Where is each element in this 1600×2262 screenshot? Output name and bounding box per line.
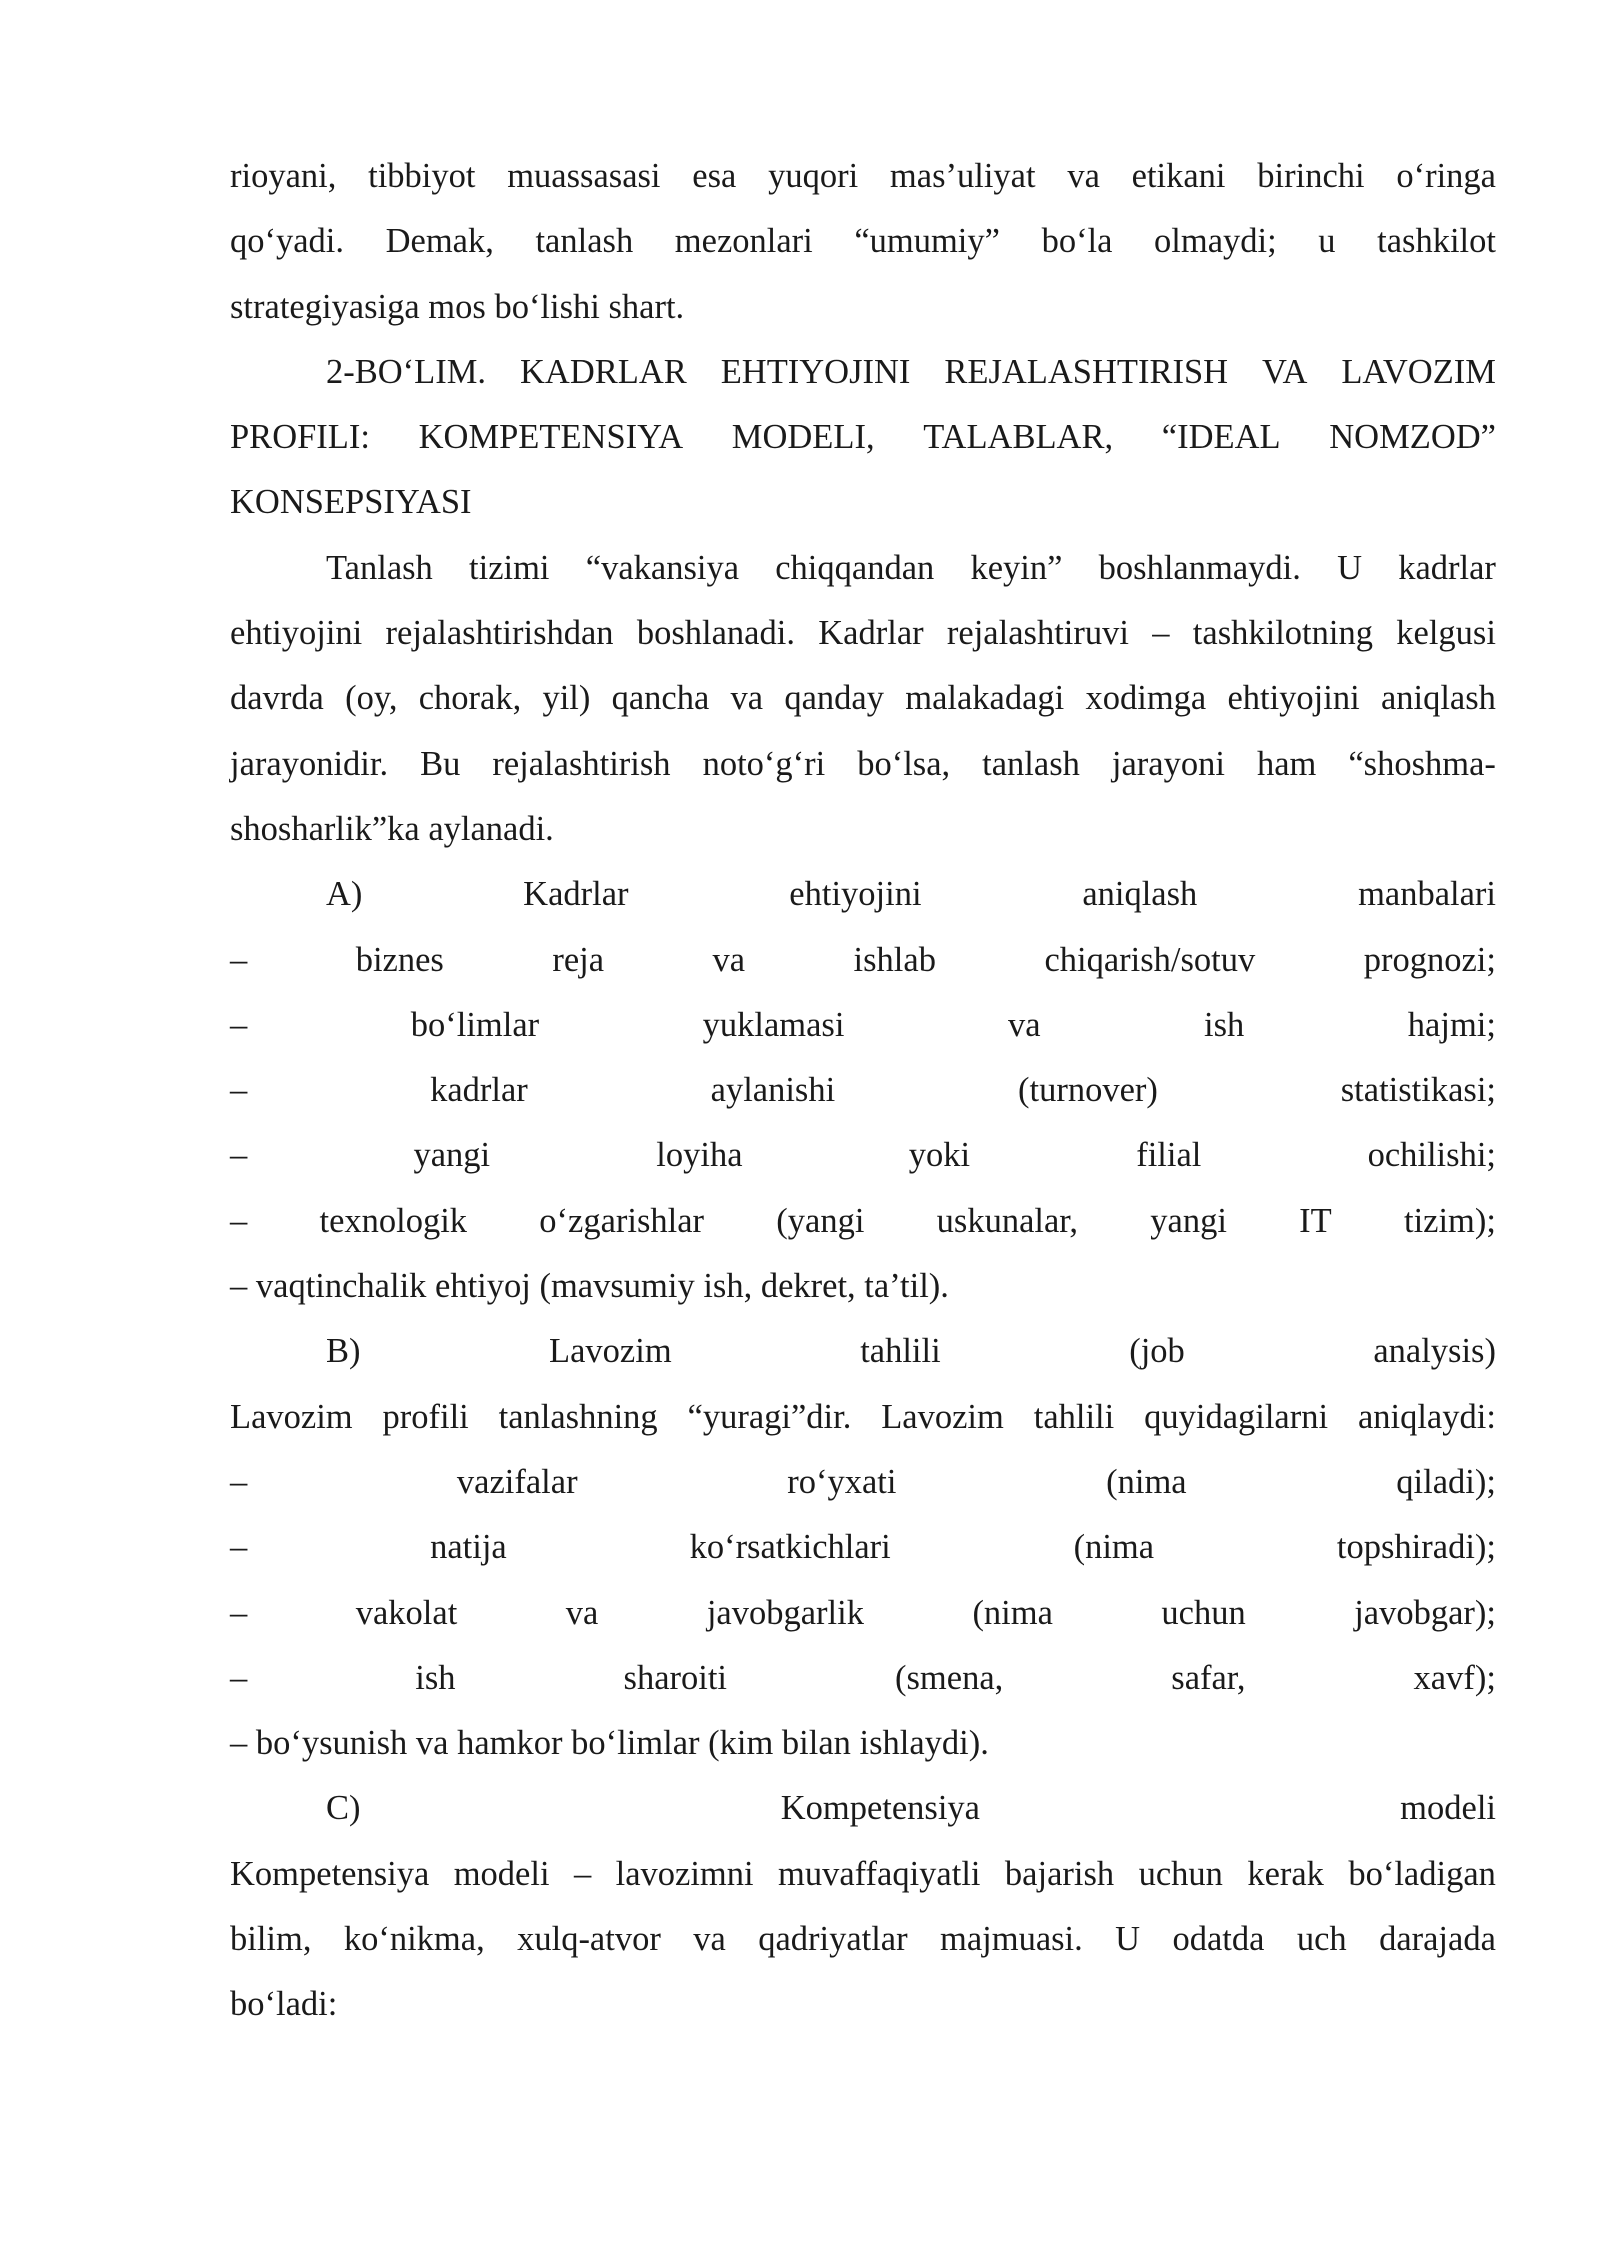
word: Lavozim	[881, 1397, 1004, 1436]
word: birinchi	[1257, 157, 1365, 195]
word: Demak,	[385, 222, 494, 261]
word: “IDEAL	[1161, 418, 1281, 457]
word: tashkilot	[1377, 222, 1496, 261]
paragraph-line	[230, 1066, 1496, 1131]
word: yil)	[542, 679, 591, 718]
word: tanlash	[535, 222, 634, 261]
word: –	[230, 1658, 248, 1697]
word: qo‘yadi.	[230, 222, 345, 261]
word: kerak	[1247, 1854, 1324, 1893]
word: –	[573, 1854, 592, 1893]
word: muassasasi	[507, 157, 661, 195]
word: hajmi;	[1407, 1005, 1496, 1044]
word: modeli	[1400, 1789, 1496, 1828]
word: TALABLAR,	[923, 418, 1114, 457]
paragraph-line	[230, 217, 1496, 282]
paragraph-line	[230, 1197, 1496, 1262]
paragraph-line	[230, 1915, 1496, 1980]
word: PROFILI:	[230, 418, 370, 457]
word: tanlashning	[498, 1397, 658, 1436]
word: yoki	[908, 1136, 971, 1175]
word: tahlili	[860, 1332, 941, 1371]
word: bajarish	[1004, 1854, 1115, 1893]
word: –	[230, 1528, 248, 1567]
word: Kompetensiya	[230, 1854, 430, 1893]
word: muvaffaqiyatli	[778, 1854, 981, 1893]
document-body	[230, 152, 1496, 2046]
word: qiladi);	[1396, 1462, 1496, 1501]
word: yuklamasi	[702, 1005, 845, 1044]
word: xavf);	[1413, 1658, 1496, 1697]
word: odatda	[1172, 1920, 1265, 1959]
word: ehtiyojini	[789, 875, 922, 914]
word: U	[1337, 548, 1362, 587]
paragraph-line-indented	[230, 544, 1496, 609]
line-text: shosharlik”ka aylanadi.	[230, 809, 554, 848]
paragraph-line	[230, 1393, 1496, 1458]
line-text: – bo‘ysunish va hamkor bo‘limlar (kim bilan ishlaydi).	[230, 1724, 989, 1763]
word: ish	[1204, 1005, 1245, 1044]
paragraph-line	[230, 478, 1496, 543]
word: yangi	[1150, 1201, 1227, 1240]
word: (nima	[1106, 1462, 1187, 1501]
word: IT	[1299, 1201, 1332, 1240]
word: rejalashtirishdan	[385, 614, 614, 653]
word: analysis)	[1373, 1332, 1496, 1371]
word: (yangi	[776, 1201, 865, 1240]
paragraph-line	[230, 1850, 1496, 1915]
word: EHTIYOJINI	[720, 352, 911, 391]
word: sharoiti	[623, 1658, 727, 1697]
word: NOMZOD”	[1329, 418, 1496, 457]
word: –	[230, 1005, 248, 1044]
word: ish	[415, 1658, 456, 1697]
word: javobgar);	[1354, 1593, 1496, 1632]
word: biznes	[355, 940, 444, 979]
word: bo‘limlar	[410, 1005, 540, 1044]
word: olmaydi;	[1154, 222, 1277, 261]
paragraph-line	[230, 1654, 1496, 1719]
word: chiqqandan	[775, 548, 935, 587]
word: quyidagilarni	[1144, 1397, 1329, 1436]
word: rejalashtirish	[492, 744, 671, 783]
word: safar,	[1171, 1658, 1246, 1697]
word: B)	[326, 1332, 361, 1371]
word: ko‘nikma,	[343, 1920, 485, 1959]
word: (oy,	[345, 679, 398, 718]
word: va	[1007, 1005, 1041, 1044]
paragraph-line	[230, 1458, 1496, 1523]
paragraph-line	[230, 1262, 1496, 1327]
word: topshiradi);	[1336, 1528, 1496, 1567]
paragraph-line	[230, 1523, 1496, 1588]
word: Lavozim	[230, 1397, 353, 1436]
word: VA	[1262, 352, 1308, 391]
word: “shoshma-	[1348, 744, 1496, 783]
word: tizim);	[1403, 1201, 1496, 1240]
word: C)	[326, 1789, 361, 1828]
word: jarayoni	[1111, 744, 1225, 783]
word: aniqlash	[1380, 679, 1496, 718]
word: o‘zgarishlar	[539, 1201, 705, 1240]
word: natija	[430, 1528, 507, 1567]
word: javobgarlik	[706, 1593, 864, 1632]
word: ko‘rsatkichlari	[689, 1528, 891, 1567]
word: Kadrlar	[523, 875, 629, 914]
word: mas’uliyat	[889, 157, 1036, 195]
word: “umumiy”	[854, 222, 1000, 261]
word: loyiha	[656, 1136, 743, 1175]
word: rioyani,	[230, 157, 337, 195]
word: bo‘ladigan	[1348, 1854, 1496, 1893]
word: KOMPETENSIYA	[418, 418, 684, 457]
paragraph-line	[230, 609, 1496, 674]
word: tanlash	[982, 744, 1080, 783]
word: tizimi	[469, 548, 550, 587]
word: majmuasi.	[940, 1920, 1083, 1959]
word: va	[693, 1920, 726, 1959]
word: –	[230, 1593, 248, 1632]
word: filial	[1136, 1136, 1202, 1175]
word: ehtiyojini	[1227, 679, 1360, 718]
word: ro‘yxati	[787, 1462, 897, 1501]
word: va	[1067, 157, 1100, 195]
paragraph-line-indented	[230, 348, 1496, 413]
paragraph-line	[230, 740, 1496, 805]
word: U	[1115, 1920, 1141, 1959]
word: kadrlar	[1398, 548, 1496, 587]
line-text: bo‘ladi:	[230, 1985, 338, 2024]
paragraph-line	[230, 1980, 1496, 2045]
word: ishlab	[853, 940, 936, 979]
word: (smena,	[895, 1658, 1004, 1697]
paragraph-line	[230, 1719, 1496, 1784]
word: –	[230, 940, 248, 979]
word: mezonlari	[674, 222, 813, 261]
word: davrda	[230, 679, 324, 718]
paragraph-line	[230, 413, 1496, 478]
word: –	[230, 1071, 248, 1110]
paragraph-line-indented	[230, 1784, 1496, 1849]
word: xodimga	[1085, 679, 1207, 718]
word: boshlanadi.	[636, 614, 795, 653]
word: (job	[1129, 1332, 1185, 1371]
word: reja	[552, 940, 605, 979]
word: uchun	[1161, 1593, 1246, 1632]
paragraph-line	[230, 1589, 1496, 1654]
word: “yuragi”dir.	[687, 1397, 852, 1436]
word: esa	[692, 157, 737, 195]
word: Kompetensiya	[780, 1789, 980, 1828]
word: statistikasi;	[1340, 1071, 1496, 1110]
word: Tanlash	[326, 548, 433, 587]
word: qancha	[611, 679, 710, 718]
word: chorak,	[418, 679, 522, 718]
word: uch	[1296, 1920, 1347, 1959]
word: uchun	[1138, 1854, 1223, 1893]
word: Kadrlar	[818, 614, 924, 653]
word: malakadagi	[905, 679, 1065, 718]
word: modeli	[453, 1854, 550, 1893]
line-text: strategiyasiga mos bo‘lishi shart.	[230, 287, 685, 326]
word: Lavozim	[549, 1332, 672, 1371]
paragraph-line	[230, 674, 1496, 739]
word: REJALASHTIRISH	[944, 352, 1229, 391]
word: keyin”	[970, 548, 1063, 587]
word: bilim,	[230, 1920, 312, 1959]
word: LAVOZIM	[1341, 352, 1496, 391]
word: tahlili	[1033, 1397, 1115, 1436]
word: tibbiyot	[368, 157, 476, 195]
paragraph-line	[230, 936, 1496, 1001]
word: jarayonidir.	[230, 744, 389, 783]
word: 2-BO‘LIM.	[326, 352, 487, 391]
word: profili	[382, 1397, 469, 1436]
word: Bu	[420, 744, 461, 783]
word: A)	[326, 875, 363, 914]
line-text: – vaqtinchalik ehtiyoj (mavsumiy ish, dekret, ta’til).	[230, 1267, 949, 1306]
word: chiqarish/sotuv	[1044, 940, 1256, 979]
word: KADRLAR	[519, 352, 687, 391]
word: u	[1318, 222, 1336, 261]
word: aylanishi	[710, 1071, 836, 1110]
paragraph-line	[230, 1001, 1496, 1066]
word: manbalari	[1358, 875, 1496, 914]
paragraph-line	[230, 805, 1496, 870]
word: tashkilotning	[1192, 614, 1373, 653]
word: etikani	[1131, 157, 1226, 195]
word: (nima	[972, 1593, 1053, 1632]
word: ehtiyojini	[230, 614, 363, 653]
word: yangi	[413, 1136, 491, 1175]
word: qadriyatlar	[758, 1920, 908, 1959]
word: va	[712, 940, 746, 979]
word: bo‘la	[1041, 222, 1113, 261]
word: –	[230, 1201, 248, 1240]
word: rejalashtiruvi	[946, 614, 1129, 653]
word: noto‘g‘ri	[702, 744, 826, 783]
paragraph-line-indented	[230, 870, 1496, 935]
word: boshlanmaydi.	[1098, 548, 1301, 587]
word: darajada	[1379, 1920, 1496, 1959]
word: va	[730, 679, 764, 718]
paragraph-line	[230, 283, 1496, 348]
word: aniqlash	[1082, 875, 1198, 914]
word: vazifalar	[456, 1462, 578, 1501]
line-text: KONSEPSIYASI	[230, 483, 472, 522]
word: “vakansiya	[585, 548, 740, 587]
word: ochilishi;	[1367, 1136, 1496, 1175]
word: aniqlaydi:	[1357, 1397, 1496, 1436]
word: vakolat	[355, 1593, 458, 1632]
word: lavozimni	[615, 1854, 754, 1893]
word: yuqori	[768, 157, 859, 195]
word: kadrlar	[430, 1071, 528, 1110]
word: –	[230, 1462, 248, 1501]
word: qanday	[784, 679, 884, 718]
word: uskunalar,	[936, 1201, 1079, 1240]
word: ham	[1256, 744, 1317, 783]
paragraph-line	[230, 152, 1496, 217]
word: bo‘lsa,	[857, 744, 951, 783]
word: o‘ringa	[1396, 157, 1496, 195]
word: va	[565, 1593, 599, 1632]
word: xulq-atvor	[517, 1920, 661, 1959]
paragraph-line	[230, 1131, 1496, 1196]
word: –	[1152, 614, 1170, 653]
word: –	[230, 1136, 248, 1175]
word: (turnover)	[1018, 1071, 1158, 1110]
word: kelgusi	[1396, 614, 1496, 653]
word: prognozi;	[1363, 940, 1496, 979]
paragraph-line-indented	[230, 1327, 1496, 1392]
word: texnologik	[319, 1201, 468, 1240]
word: (nima	[1073, 1528, 1155, 1567]
word: MODELI,	[731, 418, 875, 457]
